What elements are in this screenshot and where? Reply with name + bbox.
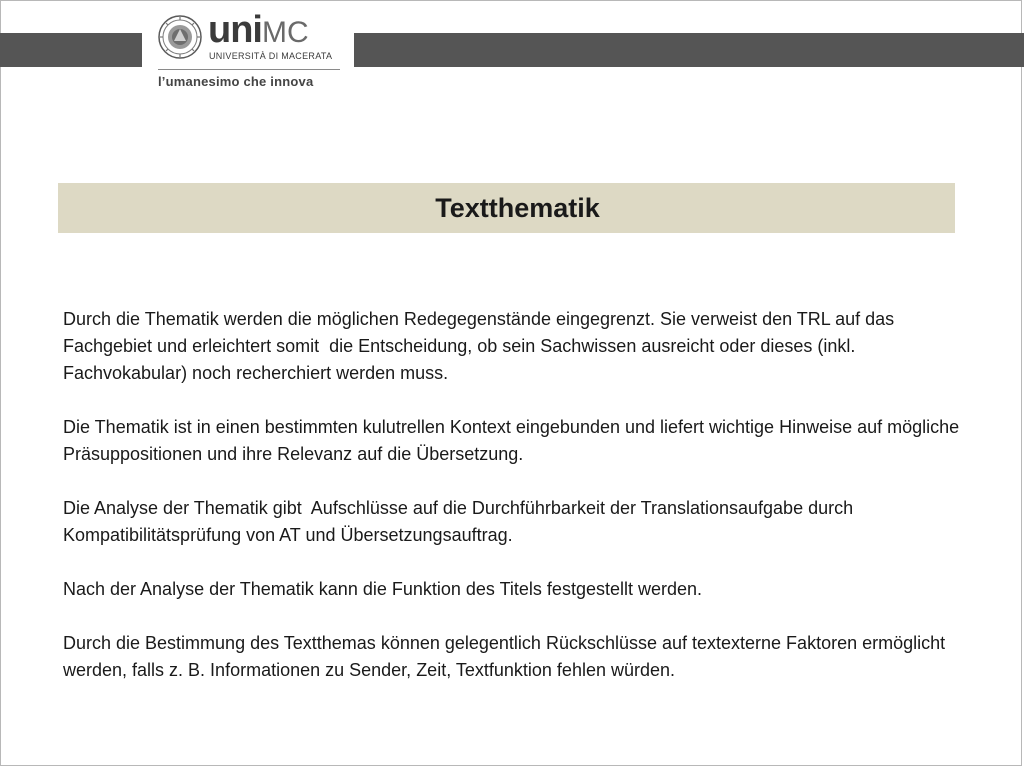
logo-mc-text: MC bbox=[261, 16, 309, 49]
body-paragraph-3: Die Analyse der Thematik gibt Aufschlüsse auf die Durchführbarkeit der Translationsaufgabe durch Kompatibilitätsprüfung von AT und Übersetzungsauftrag. bbox=[63, 498, 859, 545]
body-paragraph-5: Durch die Bestimmung des Textthemas können gelegentlich Rückschlüsse auf textexterne Faktoren ermöglicht werden, falls z. B. Informationen zu Sender, Zeit, Textfunktion fehlen würden. bbox=[63, 633, 951, 680]
university-seal-icon bbox=[158, 15, 202, 59]
body-paragraph-1: Durch die Thematik werden die möglichen Redegegenstände eingegrenzt. Sie verweist den TRL auf das Fachgebiet und erleichtert somit die Entscheidung, ob sein Sachwissen ausreicht oder dieses (inkl. Fachvokabular) noch recherchiert werden muss. bbox=[63, 309, 900, 383]
logo-university-name: UNIVERSITÀ DI MACERATA bbox=[209, 51, 333, 61]
header-bar-left bbox=[0, 33, 142, 67]
logo-uni-text: uni bbox=[208, 9, 262, 51]
slide-body bbox=[63, 306, 963, 684]
logo-motto: l’umanesimo che innova bbox=[158, 74, 314, 89]
logo-divider bbox=[158, 69, 340, 70]
slide-title: Textthematik bbox=[435, 192, 600, 223]
body-paragraph-4: Nach der Analyse der Thematik kann die Funktion des Titels festgestellt werden. bbox=[63, 579, 703, 599]
body-paragraph-2: Die Thematik ist in einen bestimmten kulutrellen Kontext eingebunden und liefert wichtige Hinweise auf mögliche Präsuppositionen und ihre Relevanz auf die Übersetzung. bbox=[63, 417, 965, 464]
university-logo bbox=[150, 8, 350, 92]
title-band bbox=[58, 183, 955, 233]
logo-wordmark bbox=[208, 9, 309, 51]
header-bar-right bbox=[354, 33, 1024, 67]
